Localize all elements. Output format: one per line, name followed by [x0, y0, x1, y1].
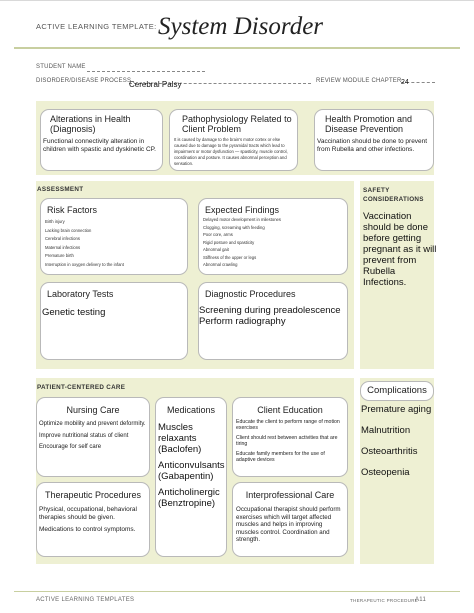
- expected-findings-box: [198, 198, 348, 275]
- student-name-label: STUDENT NAME: [36, 64, 86, 70]
- patient-care-label: PATIENT-CENTERED CARE: [37, 384, 126, 391]
- footer-left: ACTIVE LEARNING TEMPLATES: [36, 597, 135, 603]
- alterations-content: Functional connectivity alteration in children with spastic and dyskinetic CP.: [43, 138, 156, 153]
- list-item: Clogging, screaming with feeding: [203, 224, 265, 230]
- pathophysiology-title: Pathophysiology Related to Client Problem: [182, 114, 292, 134]
- student-name-field[interactable]: [87, 62, 205, 72]
- therapeutic-procedures-list: [37, 500, 149, 534]
- client-education-title: Client Education: [257, 405, 323, 415]
- list-item: Optimize mobility and prevent deformity.: [39, 421, 146, 427]
- page-title: System Disorder: [158, 13, 324, 40]
- list-item: Educate family members for the use of adaptive devices: [236, 450, 325, 464]
- list-item: Rigid posture and spasticity: [203, 239, 255, 245]
- list-item: Improve nutritional status of client: [39, 432, 129, 439]
- client-education-list: [233, 415, 347, 463]
- alterations-title: Alterations in Health (Diagnosis): [50, 114, 131, 134]
- review-chapter-label: REVIEW MODULE CHAPTER: [316, 78, 402, 84]
- list-item: Premature aging: [361, 404, 432, 415]
- complications-header: [360, 381, 434, 401]
- complications-title: Complications: [367, 385, 427, 396]
- medications-title: Medications: [166, 405, 216, 415]
- disorder-label: DISORDER/DISEASE PROCESS: [36, 78, 132, 84]
- list-item: Malnutrition: [361, 425, 411, 436]
- list-item: Abnormal gait: [203, 247, 229, 252]
- list-item: Premature birth: [45, 253, 74, 258]
- footer-divider: [14, 591, 460, 592]
- list-item: Physical, occupational, behavioral therapies should be given.: [39, 506, 137, 521]
- list-item: Abnormal crawling: [203, 262, 238, 267]
- list-item: Anticonvulsants (Gabapentin): [158, 460, 225, 482]
- health-promotion-title: Health Promotion and Disease Prevention: [325, 114, 413, 134]
- interprofessional-care-title: Interprofessional Care: [245, 490, 335, 500]
- client-education-box: [232, 397, 348, 477]
- nursing-care-list: [37, 415, 149, 452]
- list-item: Birth injury: [45, 219, 65, 224]
- risk-factors-box: [40, 198, 188, 275]
- list-item: Osteopenia: [361, 467, 410, 478]
- footer-page-number: A11: [415, 597, 427, 603]
- expected-findings-title: Expected Findings: [205, 205, 280, 215]
- safety-label: SAFETY CONSIDERATIONS: [363, 187, 424, 203]
- diagnostic-procedures-content: Screening during preadolescence Perform radiography: [199, 305, 341, 327]
- medications-list: [156, 415, 226, 509]
- expected-findings-list: [199, 215, 347, 268]
- diagnostic-procedures-title: Diagnostic Procedures: [205, 289, 296, 299]
- lab-tests-box: [40, 282, 188, 360]
- list-item: Osteoarthritis: [361, 446, 418, 457]
- list-item: Anticholinergic (Benztropine): [158, 487, 220, 509]
- safety-content: Vaccination should be done before getting pregnant as it will prevent from Rubella Infections.: [363, 211, 437, 288]
- lab-tests-content: Genetic testing: [42, 307, 106, 318]
- template-label: ACTIVE LEARNING TEMPLATE:: [36, 22, 157, 31]
- pathophysiology-box: [169, 109, 298, 171]
- list-item: Lacking brain connection: [45, 227, 92, 233]
- therapeutic-procedures-box: [36, 482, 150, 557]
- list-item: Cerebral infections: [45, 236, 80, 241]
- nursing-care-title: Nursing Care: [66, 405, 120, 415]
- lab-tests-title: Laboratory Tests: [47, 289, 114, 299]
- list-item: Poor core, arms: [203, 232, 233, 237]
- interprofessional-care-content: Occupational therapist should perform exercises which will target affected muscles and helps in improving muscles control. Coordination and strength.: [236, 506, 341, 543]
- list-item: Muscles relaxants (Baclofen): [158, 422, 202, 455]
- complications-list: [361, 404, 435, 488]
- list-item: Medications to control symptoms.: [39, 526, 136, 533]
- health-promotion-box: [314, 109, 434, 171]
- list-item: Client should rest between activities that are tiring: [236, 434, 338, 448]
- interprofessional-care-box: [232, 482, 348, 557]
- review-chapter-field[interactable]: 24: [401, 73, 435, 83]
- risk-factors-title: Risk Factors: [47, 205, 98, 215]
- health-promotion-content: Vaccination should be done to prevent from Rubella and other infections.: [317, 138, 428, 153]
- risk-factors-list: [41, 215, 187, 268]
- footer-procedure-label: THERAPEUTIC PROCEDURE: [350, 598, 419, 603]
- therapeutic-procedures-title: Therapeutic Procedures: [44, 490, 142, 500]
- disorder-field[interactable]: Cerebral Palsy: [129, 74, 311, 84]
- list-item: Interruption in oxygen delivery to the infant: [45, 261, 124, 267]
- alterations-box: [40, 109, 163, 171]
- diagnostic-procedures-box: [198, 282, 348, 360]
- medications-box: [155, 397, 227, 557]
- assessment-label: ASSESSMENT: [37, 186, 84, 193]
- pathophysiology-content: It is caused by damage to the brain's motor cortex or else caused due to damage to the pyramidal tracts which lead to impairment or motor dysfunction — spasticity, muscle control, coordination and posture. It causes abnormal perception and sensation.: [174, 137, 288, 166]
- header-divider: [14, 47, 460, 49]
- list-item: Educate the client to perform range of motion exercises: [236, 419, 340, 432]
- nursing-care-box: [36, 397, 150, 477]
- list-item: Maternal infections: [45, 244, 81, 250]
- list-item: Stiffness of the upper or legs: [203, 254, 257, 260]
- list-item: Encourage for self care: [39, 444, 102, 450]
- list-item: Delayed motor development in milestones: [203, 217, 281, 222]
